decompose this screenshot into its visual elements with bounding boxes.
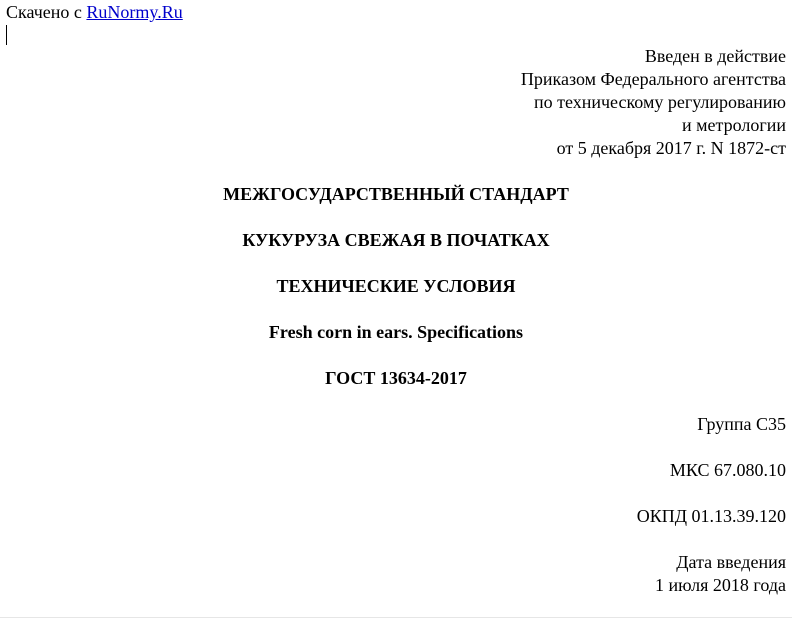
intro-line: от 5 декабря 2017 г. N 1872-ст (556, 138, 786, 158)
product-title: КУКУРУЗА СВЕЖАЯ В ПОЧАТКАХ (242, 230, 550, 250)
introduction-block (266, 45, 786, 160)
mks-code: МКС 67.080.10 (669, 460, 786, 480)
source-line (6, 1, 183, 24)
page-bottom-border (0, 617, 792, 618)
group-code: Группа С35 (697, 414, 786, 434)
intro-line: и метрологии (682, 115, 786, 135)
gost-code: ГОСТ 13634-2017 (325, 368, 467, 388)
downloaded-from-text: Скачено с (6, 2, 82, 22)
text-cursor (6, 25, 7, 45)
intro-line: Приказом Федерального агентства (520, 69, 786, 89)
standard-type-heading: МЕЖГОСУДАРСТВЕННЫЙ СТАНДАРТ (223, 184, 569, 204)
intro-line: по техническому регулированию (533, 92, 786, 112)
intro-line: Введен в действие (644, 46, 786, 66)
okpd-code: ОКПД 01.13.39.120 (636, 506, 786, 526)
technical-conditions-heading: ТЕХНИЧЕСКИЕ УСЛОВИЯ (276, 276, 516, 296)
runormy-link[interactable]: RuNormy.Ru (86, 2, 183, 22)
effective-date-value: 1 июля 2018 года (655, 575, 786, 595)
effective-date-label: Дата введения (676, 552, 786, 572)
english-title: Fresh corn in ears. Specifications (268, 322, 524, 342)
